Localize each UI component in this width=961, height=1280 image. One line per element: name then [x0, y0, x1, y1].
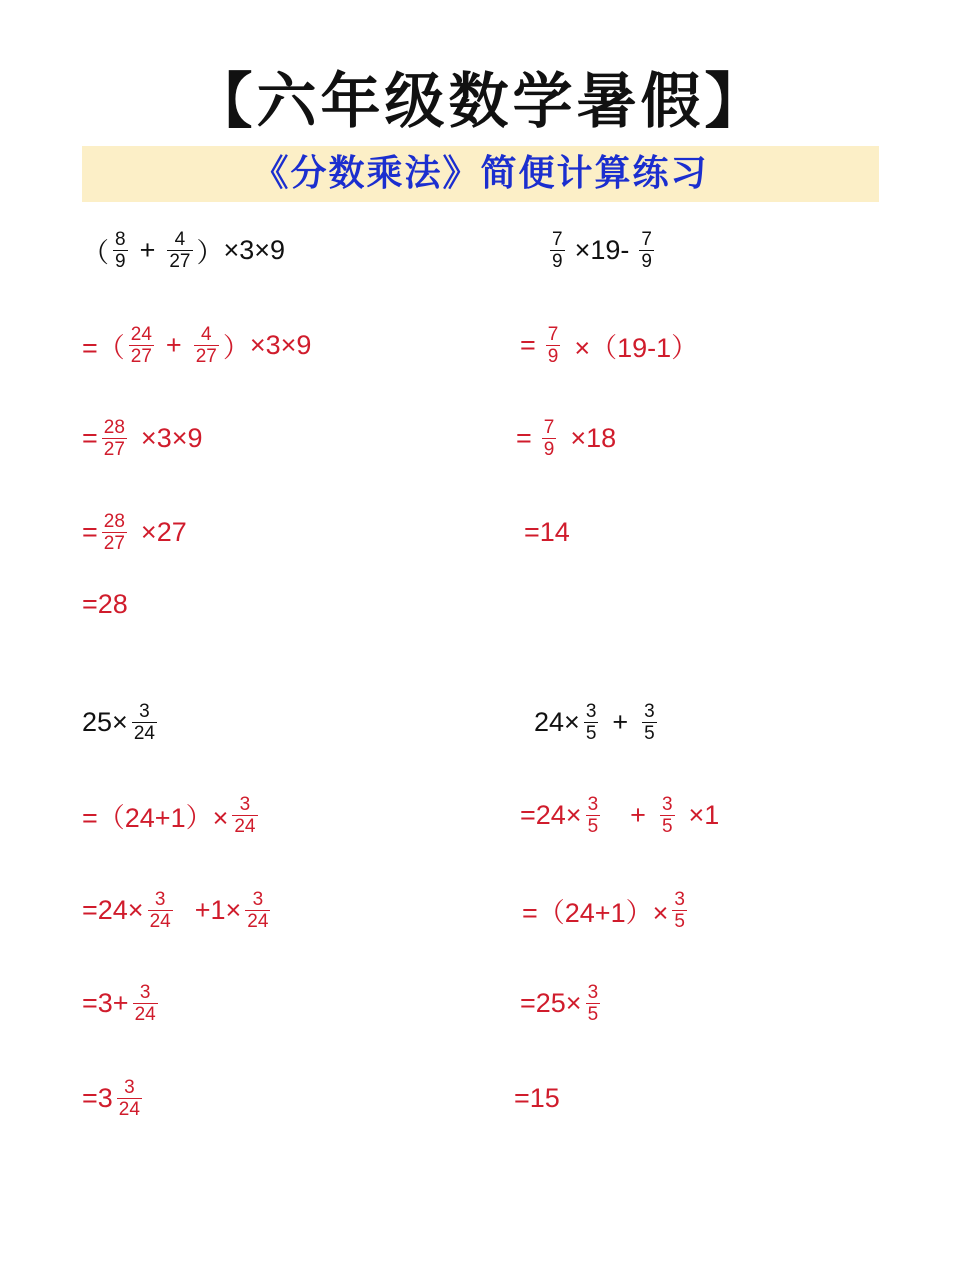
- fraction: $\frac{3}{5}$: [644, 700, 655, 744]
- problem-1-question: [82, 220, 285, 280]
- fraction: $\frac{28}{27}$: [103, 416, 125, 460]
- fraction: $\frac{8}{9}$: [115, 228, 126, 272]
- fraction: $\frac{7}{9}$: [547, 323, 559, 367]
- problem-3-step-4: =3 $\frac{3}{24}$: [82, 1076, 140, 1120]
- paren-close: ）: [196, 237, 224, 268]
- problem-3-step-1: =（24+1）× $\frac{3}{24}$: [82, 793, 256, 837]
- fraction: $\frac{7}{9}$: [641, 228, 652, 272]
- page-title: 【六年级数学暑假】: [192, 67, 769, 137]
- fraction: $\frac{3}{24}$: [118, 1076, 140, 1120]
- problem-3-step-3: =3+ $\frac{3}{24}$: [82, 981, 156, 1025]
- fraction: $\frac{4}{27}$: [169, 228, 191, 272]
- plus-sign: +: [139, 234, 156, 265]
- fraction: $\frac{4}{27}$: [195, 323, 217, 367]
- fraction: $\frac{3}{24}$: [149, 888, 171, 932]
- problem-4-step-3: =25× $\frac{3}{5}$: [520, 981, 599, 1025]
- fraction: $\frac{3}{24}$: [247, 888, 269, 932]
- fraction: $\frac{3}{5}$: [587, 981, 599, 1025]
- expression-tail: ×3×9: [223, 234, 286, 265]
- fraction: $\frac{7}{9}$: [543, 416, 555, 460]
- problem-2-step-1: = $\frac{7}{9}$ ×（19-1）: [520, 323, 699, 367]
- page-subtitle: 《分数乘法》简便计算练习: [252, 153, 709, 194]
- paren-open: （: [82, 237, 109, 268]
- subtitle-band: [82, 146, 879, 202]
- problem-2-step-3: =14: [524, 516, 570, 547]
- problem-4-step-1: =24× $\frac{3}{5}$ + $\frac{3}{5}$ ×1: [520, 793, 720, 837]
- problem-4-step-2: =（24+1）× $\frac{3}{5}$: [522, 888, 685, 932]
- fraction: $\frac{3}{24}$: [134, 981, 156, 1025]
- fraction: $\frac{3}{5}$: [585, 700, 597, 744]
- problem-1-step-3: = $\frac{28}{27}$ ×27: [82, 510, 187, 554]
- fraction: $\frac{3}{5}$: [587, 793, 599, 837]
- fraction: $\frac{3}{5}$: [661, 793, 673, 837]
- problem-3-step-2: =24× $\frac{3}{24}$ +1× $\frac{3}{24}$: [82, 888, 269, 932]
- fraction: $\frac{24}{27}$: [130, 323, 152, 367]
- problem-4-question: 24× $\frac{3}{5}$ + $\frac{3}{5}$: [534, 700, 655, 744]
- problem-2-step-2: = $\frac{7}{9}$ ×18: [516, 416, 617, 460]
- fraction: $\frac{3}{5}$: [674, 888, 685, 932]
- problem-1-step-4: =28: [82, 588, 128, 619]
- fraction: $\frac{7}{9}$: [552, 228, 563, 272]
- fraction: $\frac{3}{24}$: [133, 700, 155, 744]
- problem-1-step-1: =（ $\frac{24}{27}$ + $\frac{4}{27}$ ） ×3×9: [82, 323, 312, 367]
- fraction: $\frac{28}{27}$: [103, 510, 125, 554]
- problem-1-step-2: = $\frac{28}{27}$ ×3×9: [82, 416, 203, 460]
- problem-4-step-4: =15: [514, 1082, 560, 1113]
- problem-3-question: 25× $\frac{3}{24}$: [82, 700, 155, 744]
- fraction: $\frac{3}{24}$: [234, 793, 256, 837]
- problem-2-question: $\frac{7}{9}$ ×19- $\frac{7}{9}$: [552, 228, 652, 272]
